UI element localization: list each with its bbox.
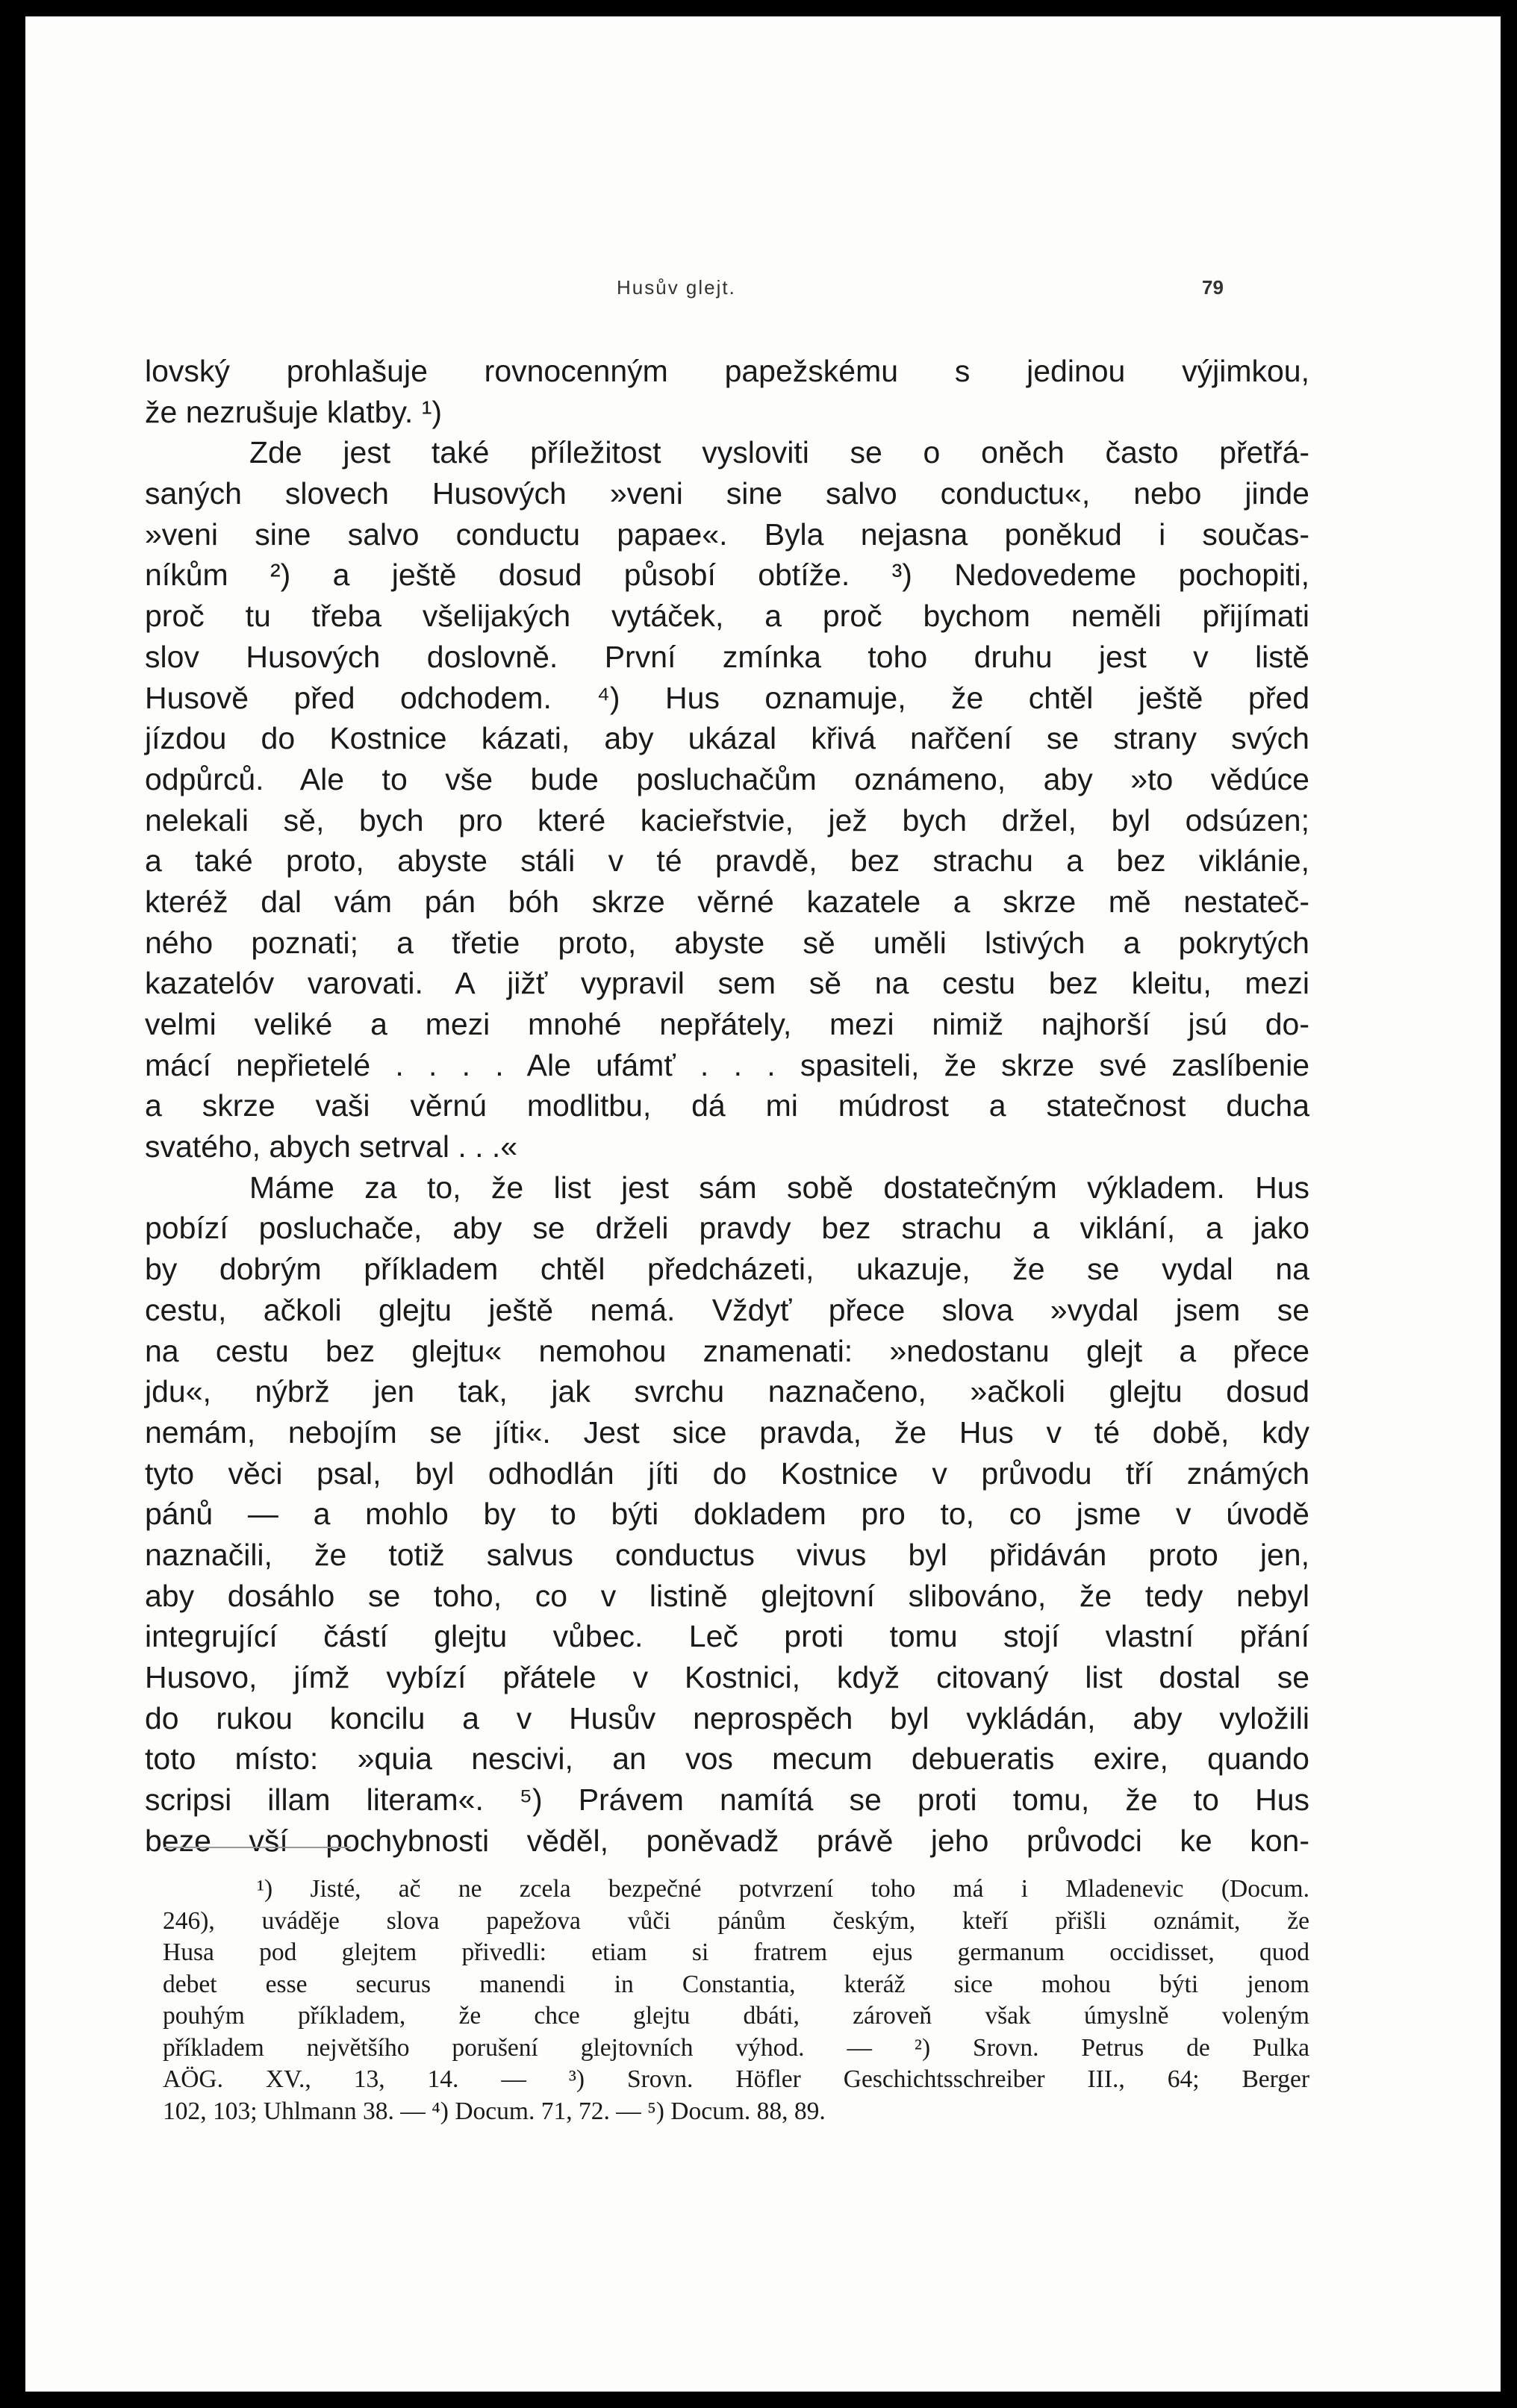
text-line: proč tu třeba všelijakých vytáček, a proč bychom neměli přijímati (145, 599, 1309, 634)
text-line: naznačili, že totiž salvus conductus vivus byl přidáván proto jen, (145, 1537, 1309, 1572)
footnote-line: Husa pod glejtem přivedli: etiam si fratrem ejus germanum occidisset, quod (163, 1938, 1309, 1966)
text-line: Zde jest také příležitost vysloviti se o oněch často přetřá- (249, 435, 1309, 470)
text-line: »veni sine salvo conductu papae«. Byla nejasna poněkud i součas- (145, 517, 1309, 552)
text-line: kteréž dal vám pán bóh skrze věrné kazatele a skrze mě nestateč- (145, 884, 1309, 919)
text-line: pánů — a mohlo by to býti dokladem pro to, co jsme v úvodě (145, 1497, 1309, 1532)
page-number: 79 (1202, 276, 1224, 299)
text-line: saných slovech Husových »veni sine salvo conductu«, nebo jinde (145, 476, 1309, 511)
text-line: svatého, abych setrval . . .« (145, 1129, 518, 1164)
text-line: toto místo: »quia nescivi, an vos mecum debueratis exire, quando (145, 1741, 1309, 1777)
text-line: scripsi illam literam«. ⁵) Právem namítá se proti tomu, že to Hus (145, 1782, 1309, 1818)
running-title: Husův glejt. (617, 276, 736, 299)
text-line: že nezrušuje klatby. ¹) (145, 394, 443, 429)
text-line: jdu«, nýbrž jen tak, jak svrchu naznačeno, »ačkoli glejtu dosud (145, 1374, 1309, 1409)
footnote-line: debet esse securus manendi in Constantia, kteráž sice mohou býti jenom (163, 1970, 1309, 1998)
text-line: Husově před odchodem. ⁴) Hus oznamuje, že chtěl ještě před (145, 680, 1309, 715)
text-line: integrující částí glejtu vůbec. Leč proti tomu stojí vlastní přání (145, 1619, 1309, 1654)
text-line: cestu, ačkoli glejtu ještě nemá. Vždyť přece slova »vydal jsem se (145, 1292, 1309, 1327)
text-line: pobízí posluchače, aby se drželi pravdy bez strachu a viklání, a jako (145, 1211, 1309, 1246)
text-line: jízdou do Kostnice kázati, aby ukázal křivá nařčení se strany svých (145, 721, 1309, 756)
footnote-line: ¹) Jisté, ač ne zcela bezpečné potvrzení toho má i Mladenevic (Docum. (257, 1875, 1309, 1903)
text-line: níkům ²) a ještě dosud působí obtíže. ³) Nedovedeme pochopiti, (145, 558, 1309, 593)
footnote-divider (164, 1847, 351, 1848)
footnote-line: příkladem největšího porušení glejtovních výhod. — ²) Srovn. Petrus de Pulka (163, 2033, 1309, 2062)
text-line: odpůrců. Ale to vše bude posluchačům oznámeno, aby »to vědúce (145, 761, 1309, 796)
text-line: kazatelóv varovati. A jižť vypravil sem sě na cestu bez kleitu, mezi (145, 966, 1309, 1001)
text-line: nelekali sě, bych pro které kacieřstvie, jež bych držel, byl odsúzen; (145, 802, 1309, 838)
footnote-line: 102, 103; Uhlmann 38. — ⁴) Docum. 71, 72. — ⁵) Docum. 88, 89. (163, 2097, 826, 2125)
text-line: a skrze vaši věrnú modlitbu, dá mi múdrost a statečnost ducha (145, 1088, 1309, 1123)
text-line: Máme za to, že list jest sám sobě dostatečným výkladem. Hus (249, 1170, 1309, 1205)
book-page (25, 16, 1501, 2392)
main-text (145, 351, 1309, 1861)
footnotes (163, 1874, 1309, 2127)
text-line: velmi veliké a mezi mnohé nepřátely, mezi nimiž najhorší jsú do- (145, 1007, 1309, 1041)
footnote-line: AÖG. XV., 13, 14. — ³) Srovn. Höfler Geschichtsschreiber III., 64; Berger (163, 2065, 1309, 2093)
text-line: nemám, nebojím se jíti«. Jest sice pravda, že Hus v té době, kdy (145, 1414, 1309, 1450)
text-line: na cestu bez glejtu« nemohou znamenati: »nedostanu glejt a přece (145, 1333, 1309, 1368)
text-line: mácí nepřietelé . . . . Ale ufámť . . . spasiteli, že skrze své zaslíbenie (145, 1047, 1309, 1082)
text-line: Husovo, jímž vybízí přátele v Kostnici, když citovaný list dostal se (145, 1660, 1309, 1694)
text-line: by dobrým příkladem chtěl předcházeti, ukazuje, že se vydal na (145, 1252, 1309, 1287)
text-line: lovský prohlašuje rovnocenným papežskému s jedinou výjimkou, (145, 354, 1309, 388)
footnote-line: 246), uváděje slova papežova vůči pánům českým, kteří přišli oznámit, že (163, 1906, 1309, 1935)
running-header (25, 276, 1501, 306)
text-line: ného poznati; a třetie proto, abyste sě uměli lstivých a pokrytých (145, 925, 1309, 960)
text-line: a také proto, abyste stáli v té pravdě, bez strachu a bez viklánie, (145, 843, 1309, 879)
text-line: aby dosáhlo se toho, co v listině glejtovní slibováno, že tedy nebyl (145, 1578, 1309, 1613)
text-line: do rukou koncilu a v Husův neprospěch byl vykládán, aby vyložili (145, 1700, 1309, 1735)
footnote-line: pouhým příkladem, že chce glejtu dbáti, zároveň však úmyslně voleným (163, 2002, 1309, 2030)
text-line: tyto věci psal, byl odhodlán jíti do Kostnice v průvodu tří známých (145, 1456, 1309, 1491)
text-line: beze vší pochybnosti věděl, poněvadž právě jeho průvodci ke kon- (145, 1823, 1309, 1858)
text-line: slov Husových doslovně. První zmínka toho druhu jest v listě (145, 639, 1309, 674)
